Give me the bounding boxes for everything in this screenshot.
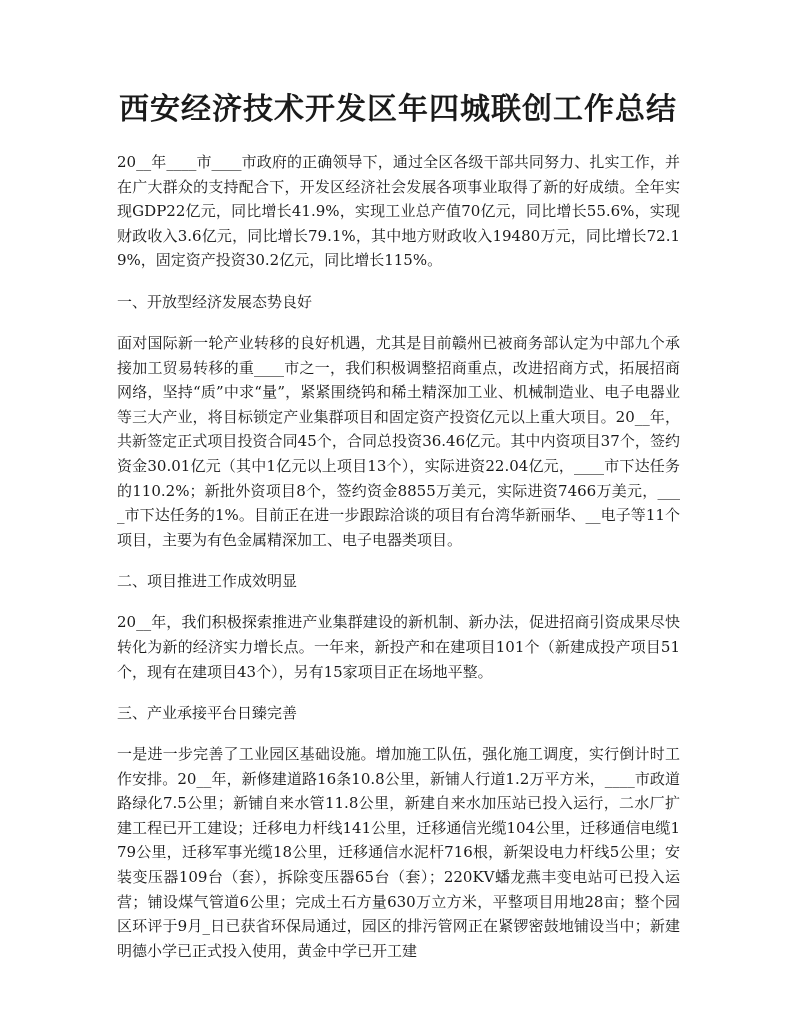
document-title: 西安经济技术开发区年四城联创工作总结 [119, 92, 677, 127]
section-2-heading: 二、项目推进工作成效明显 [117, 572, 298, 591]
section-1-heading: 一、开放型经济发展态势良好 [117, 292, 313, 311]
document-body [117, 150, 680, 980]
section-3-paragraph: 一是进一步完善了工业园区基础设施。增加施工队伍，强化施工调度，实行倒计时工作安排。20__年，新修建道路16条10.8公里，新铺人行道1.2万平方米，____市政道路绿化7.5公里；新铺自来水管11.8公里，新建自来水加压站已投入运行，二水厂扩建工程已开工建设；迁移电力杆线141公里，迁移通信光缆104公里，迁移通信电缆179公里，迁移军事光缆18公里，迁移通信水泥杆716根，新架设电力杆线5公里；安装变压器109台（套），拆除变压器65台（套）；220KV蟠龙燕丰变电站可已投入运营；铺设煤气管道6公里；完成土石方量630万立方米，平整项目用地28亩；整个园区环评于9月_日已获省环保局通过，园区的排污管网正在紧锣密鼓地铺设当中；新建明德小学已正式投入使用，黄金中学已开工建 [117, 745, 680, 960]
section-2-paragraph: 20__年，我们积极探索推进产业集群建设的新机制、新办法，促进招商引资成果尽快转化为新的经济实力增长点。一年来，新投产和在建项目101个（新建成投产项目51个，现有在建项目43个），另有15家项目正在场地平整。 [117, 613, 680, 681]
section-3-heading: 三、产业承接平台日臻完善 [117, 704, 298, 723]
section-1-paragraph: 面对国际新一轮产业转移的良好机遇，尤其是目前赣州已被商务部认定为中部九个承接加工贸易转移的重____市之一，我们积极调整招商重点，改进招商方式，拓展招商网络，坚持“质”中求“量”，紧紧围绕钨和稀土精深加工业、机械制造业、电子电器业等三大产业，将目标锁定产业集群项目和固定资产投资亿元以上重大项目。20__年，共新签定正式项目投资合同45个，合同总投资36.46亿元。其中内资项目37个，签约资金30.01亿元（其中1亿元以上项目13个），实际进资22.04亿元，____市下达任务的110.2%；新批外资项目8个，签约资金8855万美元，实际进资7466万美元，____市下达任务的1%。目前正在进一步跟踪洽谈的项目有台湾华新丽华、__电子等11个项目，主要为有色金属精深加工、电子电器类项目。 [117, 333, 680, 549]
intro-paragraph: 20__年____市____市政府的正确领导下，通过全区各级干部共同努力、扎实工作，并在广大群众的支持配合下，开发区经济社会发展各项事业取得了新的好成绩。全年实现GDP22亿元，同比增长41.9%，实现工业总产值70亿元，同比增长55.6%，实现财政收入3.6亿元，同比增长79.1%，其中地方财政收入19480万元，同比增长72.19%，固定资产投资30.2亿元，同比增长115%。 [117, 153, 680, 270]
